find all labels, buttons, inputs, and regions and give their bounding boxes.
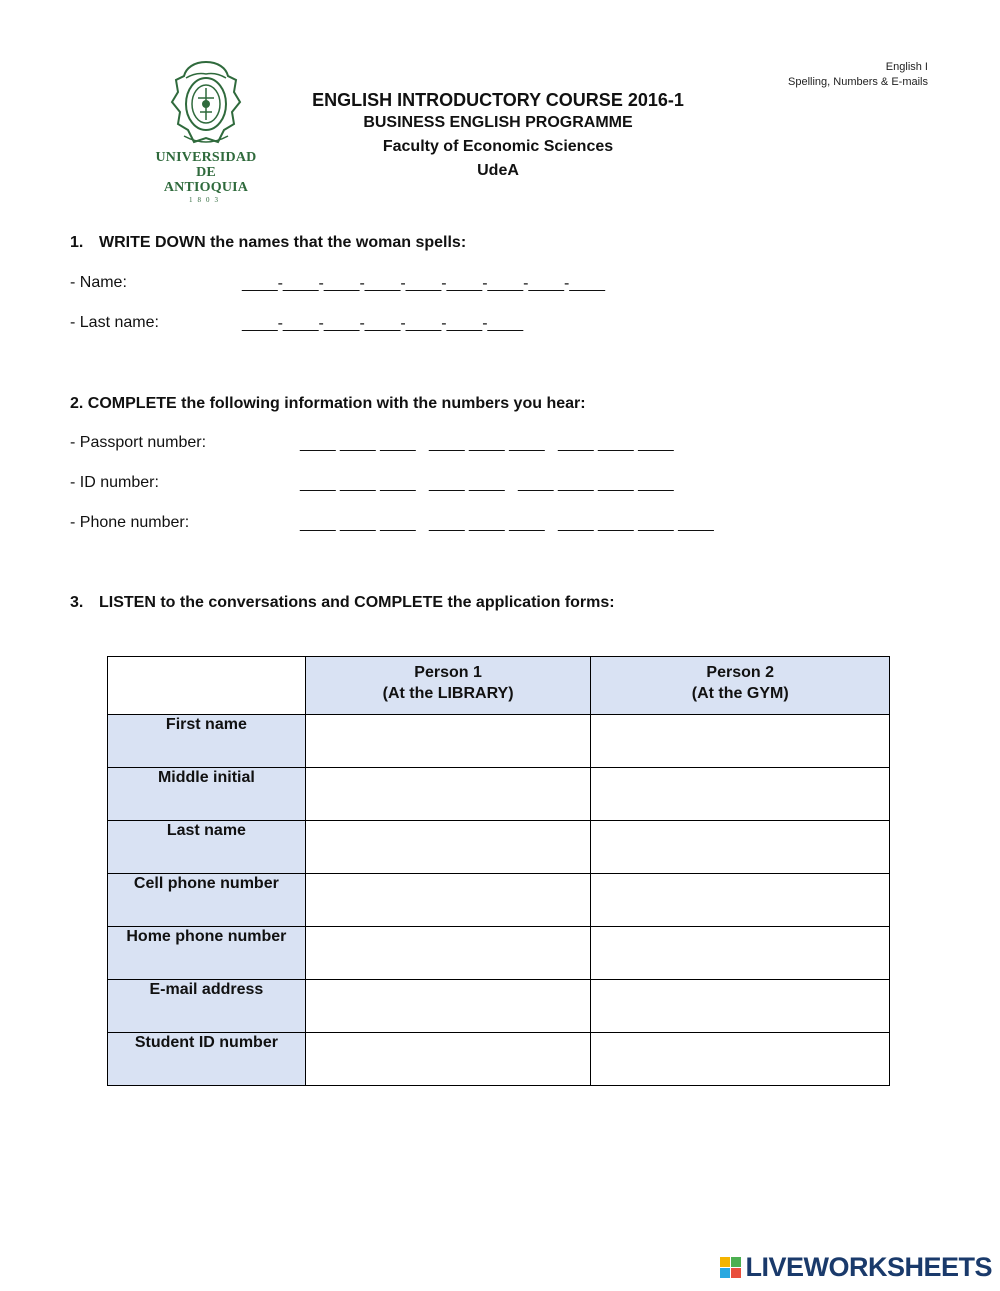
- university-seal-icon: [166, 58, 246, 150]
- row-label: Cell phone number: [108, 874, 306, 927]
- corner-cell: [108, 657, 306, 715]
- section-2-title: 2. COMPLETE the following information with the numbers you hear:: [70, 395, 586, 412]
- document-header: [248, 89, 748, 183]
- person-1-place: (At the LIBRARY): [382, 685, 514, 702]
- person-2-home-phone-cell[interactable]: [591, 927, 890, 980]
- row-label: Last name: [108, 821, 306, 874]
- person-1-first-name-cell[interactable]: [305, 715, 591, 768]
- table-row: [108, 1033, 890, 1086]
- person-1-middle-initial-cell[interactable]: [305, 768, 591, 821]
- person-2-middle-initial-cell[interactable]: [591, 768, 890, 821]
- person-1-cell-phone-cell[interactable]: [305, 874, 591, 927]
- university-short: UdeA: [477, 162, 519, 179]
- liveworksheets-logo-icon: [720, 1257, 741, 1278]
- section-3-title: [70, 594, 615, 612]
- row-label: Middle initial: [108, 768, 306, 821]
- table-row: [108, 874, 890, 927]
- logo-block: [731, 1257, 741, 1267]
- row-label: First name: [108, 715, 306, 768]
- table-row: [108, 768, 890, 821]
- table-row: [108, 927, 890, 980]
- id-number-blanks[interactable]: ____ ____ ____ ____ ____ ____ ____ ____ ____: [300, 475, 674, 492]
- person-2-place: (At the GYM): [691, 685, 789, 702]
- logo-block: [720, 1257, 730, 1267]
- passport-label: - Passport number:: [70, 434, 207, 451]
- person-2-header: [591, 657, 890, 715]
- person-1-last-name-cell[interactable]: [305, 821, 591, 874]
- row-label: E-mail address: [108, 980, 306, 1033]
- course-name: English I: [885, 61, 928, 73]
- name-label: - Name:: [70, 274, 127, 291]
- row-label: Student ID number: [108, 1033, 306, 1086]
- person-2-last-name-cell[interactable]: [591, 821, 890, 874]
- person-2-title: Person 2: [706, 664, 774, 681]
- last-name-label: - Last name:: [70, 314, 159, 331]
- liveworksheets-wordmark: LIVEWORKSHEETS: [745, 1252, 992, 1282]
- logo-line-1: UNIVERSIDAD: [155, 150, 257, 165]
- table-row: [108, 980, 890, 1033]
- person-1-title: Person 1: [414, 664, 482, 681]
- person-1-home-phone-cell[interactable]: [305, 927, 591, 980]
- name-blanks[interactable]: ____-____-____-____-____-____-____-____-____: [242, 275, 605, 292]
- phone-blanks[interactable]: ____ ____ ____ ____ ____ ____ ____ ____ ____ ____: [300, 515, 714, 532]
- application-form-table: [107, 656, 890, 1086]
- section-1-text: WRITE DOWN the names that the woman spells:: [99, 234, 467, 251]
- person-2-email-cell[interactable]: [591, 980, 890, 1033]
- person-2-cell-phone-cell[interactable]: [591, 874, 890, 927]
- person-1-email-cell[interactable]: [305, 980, 591, 1033]
- section-3-number: 3.: [70, 594, 84, 611]
- course-corner-note: [788, 60, 928, 90]
- programme-name: BUSINESS ENGLISH PROGRAMME: [363, 114, 633, 131]
- logo-block: [720, 1268, 730, 1278]
- section-3-text: LISTEN to the conversations and COMPLETE the application forms:: [99, 594, 615, 611]
- person-2-student-id-cell[interactable]: [591, 1033, 890, 1086]
- faculty-name: Faculty of Economic Sciences: [382, 138, 614, 155]
- section-1-title: [70, 234, 466, 252]
- id-number-label: - ID number:: [70, 474, 159, 491]
- row-label: Home phone number: [108, 927, 306, 980]
- course-topic: Spelling, Numbers & E-mails: [788, 76, 928, 88]
- person-1-student-id-cell[interactable]: [305, 1033, 591, 1086]
- phone-label: - Phone number:: [70, 514, 190, 531]
- logo-block: [731, 1268, 741, 1278]
- university-logo: [153, 58, 259, 204]
- person-2-first-name-cell[interactable]: [591, 715, 890, 768]
- passport-blanks[interactable]: ____ ____ ____ ____ ____ ____ ____ ____ ____: [300, 435, 674, 452]
- document-title: ENGLISH INTRODUCTORY COURSE 2016-1: [312, 90, 684, 110]
- section-1-number: 1.: [70, 234, 84, 251]
- person-1-header: [305, 657, 591, 715]
- table-header-row: [108, 657, 890, 715]
- table-row: [108, 821, 890, 874]
- liveworksheets-watermark: [720, 1252, 992, 1283]
- table-row: [108, 715, 890, 768]
- logo-year: 1803: [189, 196, 223, 204]
- last-name-blanks[interactable]: ____-____-____-____-____-____-____: [242, 315, 524, 332]
- logo-line-2: DE ANTIOQUIA: [163, 165, 249, 195]
